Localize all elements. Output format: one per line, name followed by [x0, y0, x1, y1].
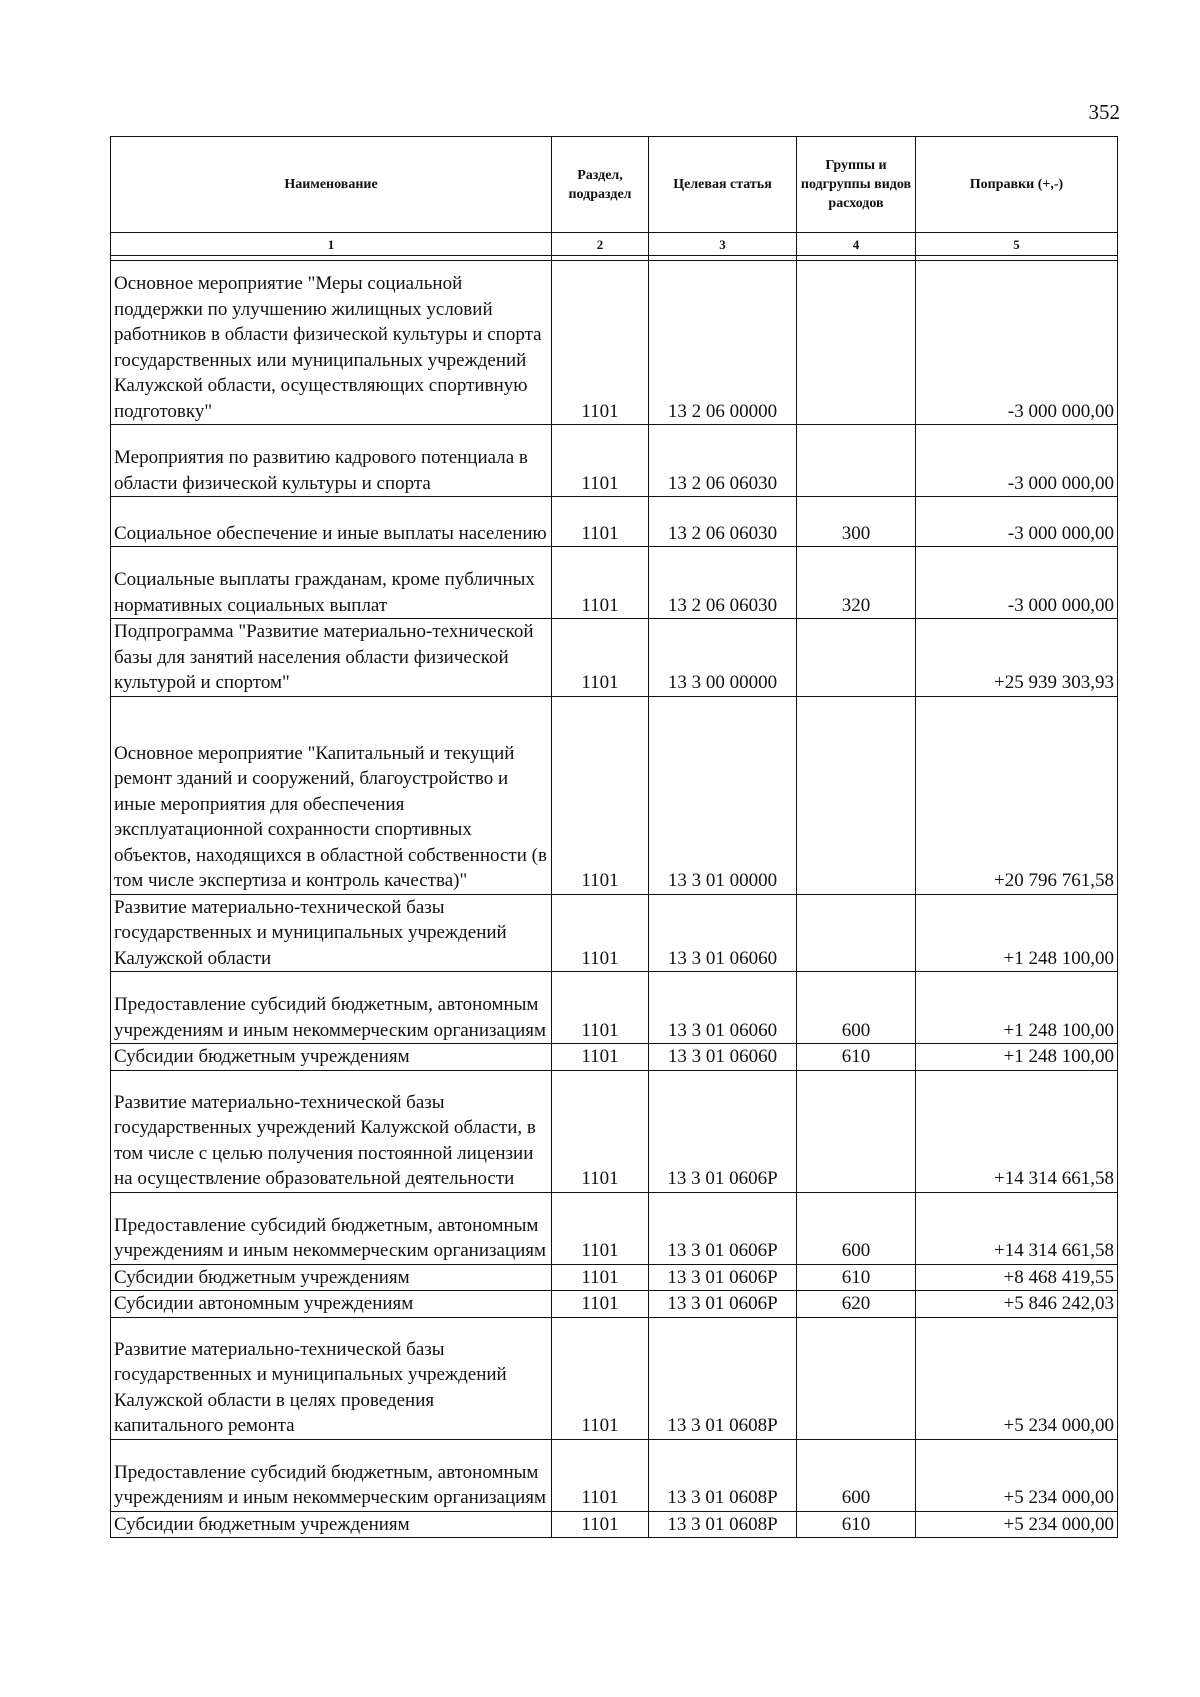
row-expense-group: 320 — [797, 547, 916, 619]
row-amount: -3 000 000,00 — [916, 261, 1118, 425]
row-target-article: 13 3 01 0608Р — [649, 1439, 797, 1511]
header-expense-groups: Группы и подгруппы видов расходов — [797, 137, 916, 233]
row-expense-group: 600 — [797, 1439, 916, 1511]
row-target-article: 13 3 00 00000 — [649, 619, 797, 697]
table-row — [111, 1070, 1118, 1192]
table-row — [111, 1317, 1118, 1439]
row-name: Основное мероприятие "Капитальный и текущий ремонт зданий и сооружений, благоустройство и иные мероприятия для обеспечения эксплуатационной сохранности спортивных объектов, находящихся в областной собственности (в том числе экспертиза и контроль качества)" — [111, 696, 552, 894]
table-row — [111, 425, 1118, 497]
row-name: Социальные выплаты гражданам, кроме публичных нормативных социальных выплат — [111, 547, 552, 619]
row-expense-group — [797, 1070, 916, 1192]
row-name: Основное мероприятие "Меры социальной поддержки по улучшению жилищных условий работников в области физической культуры и спорта государственных или муниципальных учреждений Калужской области, осуществляющих спортивную подготовку" — [111, 261, 552, 425]
table-row — [111, 1439, 1118, 1511]
header-target-article: Целевая статья — [649, 137, 797, 233]
row-name: Развитие материально-технической базы государственных и муниципальных учреждений Калужской области — [111, 894, 552, 972]
row-amount: +5 234 000,00 — [916, 1439, 1118, 1511]
table-row — [111, 547, 1118, 619]
table-row — [111, 972, 1118, 1044]
row-amount: +20 796 761,58 — [916, 696, 1118, 894]
row-target-article: 13 2 06 00000 — [649, 261, 797, 425]
row-target-article: 13 3 01 06060 — [649, 972, 797, 1044]
row-section: 1101 — [552, 619, 649, 697]
row-expense-group — [797, 619, 916, 697]
column-number: 4 — [797, 233, 916, 256]
header-amendments: Поправки (+,-) — [916, 137, 1118, 233]
row-name: Предоставление субсидий бюджетным, автономным учреждениям и иным некоммерческим организациям — [111, 1192, 552, 1264]
row-section: 1101 — [552, 1291, 649, 1318]
row-target-article: 13 3 01 00000 — [649, 696, 797, 894]
row-section: 1101 — [552, 1070, 649, 1192]
row-name: Предоставление субсидий бюджетным, автономным учреждениям и иным некоммерческим организациям — [111, 1439, 552, 1511]
row-section: 1101 — [552, 1439, 649, 1511]
row-target-article: 13 2 06 06030 — [649, 425, 797, 497]
row-target-article: 13 2 06 06030 — [649, 547, 797, 619]
row-target-article: 13 3 01 06060 — [649, 894, 797, 972]
row-section: 1101 — [552, 1044, 649, 1071]
header-section: Раздел, подраздел — [552, 137, 649, 233]
row-amount: +14 314 661,58 — [916, 1192, 1118, 1264]
table-row — [111, 1511, 1118, 1538]
row-expense-group — [797, 425, 916, 497]
row-amount: +5 234 000,00 — [916, 1317, 1118, 1439]
row-expense-group — [797, 261, 916, 425]
table-row — [111, 696, 1118, 894]
row-name: Субсидии автономным учреждениям — [111, 1291, 552, 1318]
table-row — [111, 261, 1118, 425]
table-header-row — [111, 137, 1118, 233]
row-name: Предоставление субсидий бюджетным, автономным учреждениям и иным некоммерческим организациям — [111, 972, 552, 1044]
row-target-article: 13 3 01 0606Р — [649, 1291, 797, 1318]
column-number: 2 — [552, 233, 649, 256]
row-expense-group — [797, 1317, 916, 1439]
row-expense-group: 620 — [797, 1291, 916, 1318]
row-expense-group: 600 — [797, 972, 916, 1044]
row-target-article: 13 3 01 0606Р — [649, 1192, 797, 1264]
row-expense-group: 300 — [797, 497, 916, 547]
column-number: 3 — [649, 233, 797, 256]
row-section: 1101 — [552, 547, 649, 619]
row-expense-group: 610 — [797, 1044, 916, 1071]
row-amount: +8 468 419,55 — [916, 1264, 1118, 1291]
row-section: 1101 — [552, 1264, 649, 1291]
row-target-article: 13 3 01 0608Р — [649, 1317, 797, 1439]
row-section: 1101 — [552, 425, 649, 497]
row-section: 1101 — [552, 972, 649, 1044]
row-expense-group: 600 — [797, 1192, 916, 1264]
table-row — [111, 619, 1118, 697]
row-name: Субсидии бюджетным учреждениям — [111, 1511, 552, 1538]
table-row — [111, 497, 1118, 547]
table-row — [111, 1291, 1118, 1318]
table-row — [111, 894, 1118, 972]
row-name: Субсидии бюджетным учреждениям — [111, 1264, 552, 1291]
row-target-article: 13 3 01 06060 — [649, 1044, 797, 1071]
row-amount: -3 000 000,00 — [916, 547, 1118, 619]
row-target-article: 13 3 01 0608Р — [649, 1511, 797, 1538]
row-section: 1101 — [552, 1317, 649, 1439]
row-section: 1101 — [552, 1511, 649, 1538]
row-section: 1101 — [552, 894, 649, 972]
row-amount: +5 234 000,00 — [916, 1511, 1118, 1538]
table-row — [111, 1192, 1118, 1264]
row-name: Развитие материально-технической базы государственных и муниципальных учреждений Калужской области в целях проведения капитального ремонта — [111, 1317, 552, 1439]
row-expense-group — [797, 696, 916, 894]
row-name: Субсидии бюджетным учреждениям — [111, 1044, 552, 1071]
row-name: Подпрограмма "Развитие материально-технической базы для занятий населения области физической культурой и спортом" — [111, 619, 552, 697]
row-section: 1101 — [552, 1192, 649, 1264]
budget-amendments-table — [110, 136, 1118, 1538]
page-number: 352 — [1088, 100, 1120, 124]
table-row — [111, 1264, 1118, 1291]
row-expense-group — [797, 894, 916, 972]
row-expense-group: 610 — [797, 1511, 916, 1538]
row-amount: -3 000 000,00 — [916, 497, 1118, 547]
row-amount: +5 846 242,03 — [916, 1291, 1118, 1318]
row-amount: +1 248 100,00 — [916, 894, 1118, 972]
row-target-article: 13 3 01 0606Р — [649, 1070, 797, 1192]
column-number: 5 — [916, 233, 1118, 256]
row-amount: +14 314 661,58 — [916, 1070, 1118, 1192]
row-amount: +1 248 100,00 — [916, 1044, 1118, 1071]
row-amount: +25 939 303,93 — [916, 619, 1118, 697]
row-name: Социальное обеспечение и иные выплаты населению — [111, 497, 552, 547]
row-name: Мероприятия по развитию кадрового потенциала в области физической культуры и спорта — [111, 425, 552, 497]
row-section: 1101 — [552, 261, 649, 425]
row-target-article: 13 2 06 06030 — [649, 497, 797, 547]
column-number: 1 — [111, 233, 552, 256]
row-name: Развитие материально-технической базы государственных учреждений Калужской области, в том числе с целью получения постоянной лицензии на осуществление образовательной деятельности — [111, 1070, 552, 1192]
row-amount: -3 000 000,00 — [916, 425, 1118, 497]
row-expense-group: 610 — [797, 1264, 916, 1291]
row-section: 1101 — [552, 497, 649, 547]
row-target-article: 13 3 01 0606Р — [649, 1264, 797, 1291]
row-section: 1101 — [552, 696, 649, 894]
header-name: Наименование — [111, 137, 552, 233]
row-amount: +1 248 100,00 — [916, 972, 1118, 1044]
table-body — [111, 261, 1118, 1538]
table-row — [111, 1044, 1118, 1071]
column-numbers-row — [111, 233, 1118, 256]
